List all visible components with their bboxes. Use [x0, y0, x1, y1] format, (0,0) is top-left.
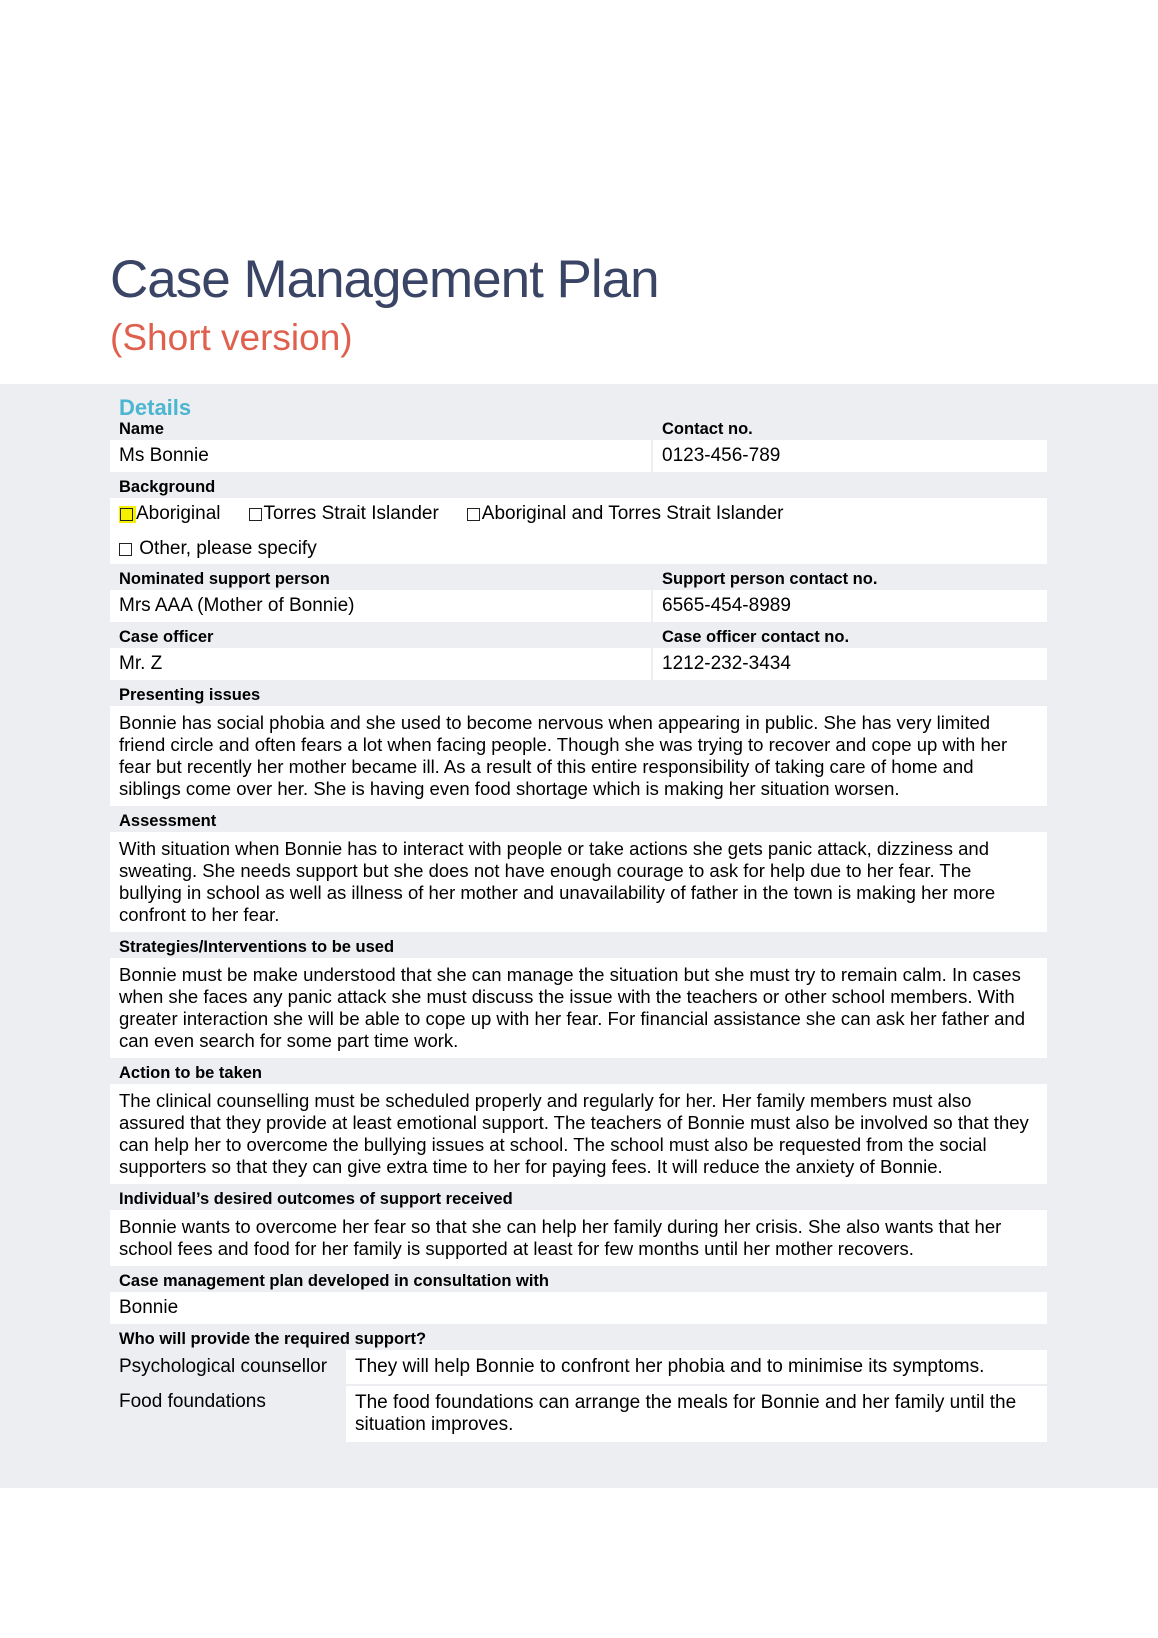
consultation-label-row — [110, 1266, 1047, 1292]
name-contact-values — [110, 440, 1047, 472]
consultation-values — [110, 1292, 1047, 1324]
presenting-issues-label: Presenting issues — [119, 686, 261, 704]
outcomes-label: Individual’s desired outcomes of support received — [119, 1190, 513, 1208]
action-label-row — [110, 1058, 1047, 1084]
checkbox-icon[interactable] — [120, 508, 133, 521]
checkbox-other[interactable] — [119, 538, 317, 560]
checkbox-icon[interactable] — [249, 508, 262, 521]
action-field[interactable]: The clinical counselling must be scheduled properly and regularly for her. Her family members must also assured that they provide at least emotional support. The teachers of Bonnie must also be involved so that they can help her to overcome the bullying issues at school. The school must also be requested from the social supporters so that they can give extra time to her for paying fees. It will reduce the anxiety of Bonnie. — [110, 1084, 1047, 1184]
document-subtitle: (Short version) — [110, 317, 353, 358]
table-row — [110, 1350, 1047, 1385]
background-label-row — [110, 472, 1047, 498]
outcomes-label-row — [110, 1184, 1047, 1210]
support-providers-table — [110, 1350, 1047, 1442]
name-contact-labels — [110, 414, 1047, 440]
provider-description-field[interactable]: They will help Bonnie to confront her phobia and to minimise its symptoms. — [346, 1350, 1047, 1385]
provider-description-field[interactable]: The food foundations can arrange the meals for Bonnie and her family until the situation improves. — [346, 1385, 1047, 1442]
background-label: Background — [119, 478, 216, 496]
presenting-issues-field[interactable]: Bonnie has social phobia and she used to become nervous when appearing in public. She has very limited friend circle and often fears a lot when facing people. Though she was trying to recover and cope up with her fear but recently her mother became ill. As a result of this entire responsibility of taking care of home and siblings come over her. She is having even food shortage which is making her situation worsen. — [110, 706, 1047, 806]
background-options — [110, 498, 1047, 564]
support-person-label: Nominated support person — [119, 570, 330, 588]
provider-cell: Food foundations — [119, 1391, 266, 1412]
case-officer-field[interactable]: Mr. Z — [110, 648, 653, 680]
checkbox-aboriginal-and-torres-label: Aboriginal and Torres Strait Islander — [481, 503, 784, 524]
case-officer-contact-field[interactable]: 1212-232-3434 — [662, 653, 791, 674]
support-contact-label: Support person contact no. — [662, 570, 878, 588]
case-officer-contact-label: Case officer contact no. — [662, 628, 850, 646]
checkbox-icon[interactable] — [119, 543, 132, 556]
details-panel — [0, 384, 1158, 1488]
checkbox-other-label: Other, please specify — [134, 538, 317, 559]
action-label: Action to be taken — [119, 1064, 263, 1082]
strategies-field[interactable]: Bonnie must be make understood that she can manage the situation but she must try to remain calm. In cases when she faces any panic attack she must discuss the issue with the teachers or other school members. With greater interaction she will be able to cope up with her fear. For financial assistance she can ask her father and can even search for some part time work. — [110, 958, 1047, 1058]
name-field[interactable]: Ms Bonnie — [110, 440, 653, 472]
presenting-issues-label-row — [110, 680, 1047, 706]
document-title: Case Management Plan — [110, 250, 659, 309]
support-contact-field[interactable]: 6565-454-8989 — [662, 595, 791, 616]
contact-field[interactable]: 0123-456-789 — [662, 445, 781, 466]
checkbox-aboriginal-label: Aboriginal — [136, 503, 221, 524]
support-providers-label: Who will provide the required support? — [119, 1330, 427, 1348]
table-row — [110, 1385, 1047, 1442]
checkbox-aboriginal[interactable] — [119, 503, 221, 525]
checkbox-aboriginal-and-torres[interactable] — [467, 503, 784, 525]
strategies-label: Strategies/Interventions to be used — [119, 938, 395, 956]
name-label: Name — [119, 420, 164, 438]
assessment-label: Assessment — [119, 812, 217, 830]
highlight — [119, 506, 136, 523]
case-officer-labels — [110, 622, 1047, 648]
contact-label: Contact no. — [662, 420, 753, 438]
outcomes-field[interactable]: Bonnie wants to overcome her fear so that she can help her family during her crisis. She also wants that her school fees and food for her family is supported at least for few months until her mother recovers. — [110, 1210, 1047, 1266]
assessment-field[interactable]: With situation when Bonnie has to interact with people or take actions she gets panic attack, dizziness and sweating. She needs support but she does not have enough courage to ask for help due to her fear. The bullying in school as well as illness of her mother and unavailability of father in the town is making her more confront to her fear. — [110, 832, 1047, 932]
support-person-field[interactable]: Mrs AAA (Mother of Bonnie) — [110, 590, 653, 622]
checkbox-icon[interactable] — [467, 508, 480, 521]
details-heading: Details — [119, 395, 192, 420]
strategies-label-row — [110, 932, 1047, 958]
support-person-values — [110, 590, 1047, 622]
consultation-label: Case management plan developed in consultation with — [119, 1272, 549, 1290]
assessment-label-row — [110, 806, 1047, 832]
support-providers-label-row — [110, 1324, 1047, 1350]
consultation-field[interactable]: Bonnie — [119, 1297, 179, 1318]
provider-cell: Psychological counsellor — [119, 1356, 328, 1377]
case-officer-label: Case officer — [119, 628, 214, 646]
support-person-labels — [110, 564, 1047, 590]
details-form — [110, 384, 1047, 1442]
case-officer-values — [110, 648, 1047, 680]
checkbox-torres-strait-islander[interactable] — [249, 503, 439, 525]
checkbox-torres-strait-label: Torres Strait Islander — [263, 503, 439, 524]
